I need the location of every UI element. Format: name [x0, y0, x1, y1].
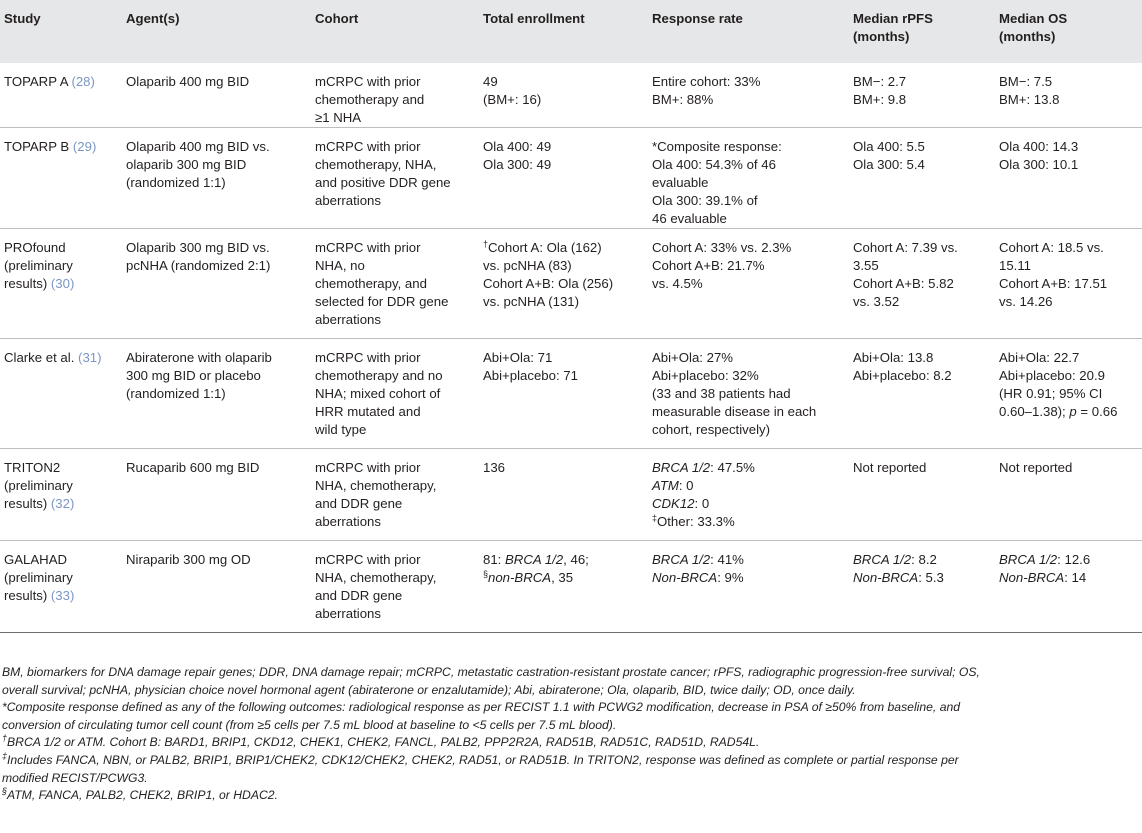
agent-cell: Olaparib 400 mg BID [122, 63, 311, 128]
table-row [0, 541, 1142, 633]
header-enrollment: Total enrollment [479, 0, 648, 63]
agent-cell: Olaparib 400 mg BID vs. olaparib 300 mg BID (randomized 1:1) [122, 128, 311, 229]
cohort-cell: mCRPC with prior NHA, chemotherapy, and DDR gene aberrations [311, 449, 479, 541]
reference-link[interactable]: (32) [50, 496, 75, 511]
header-agents: Agent(s) [122, 0, 311, 63]
footnote-mark: ‡ [652, 513, 658, 523]
reference-link[interactable]: (29) [72, 139, 97, 154]
enrollment-cell: 49 (BM+: 16) [479, 63, 648, 128]
os-cell: BM−: 7.5 BM+: 13.8 [995, 63, 1142, 128]
response-cell: BRCA 1/2: 47.5% ATM: 0 CDK12: 0 ‡Other: 33.3% [648, 449, 849, 541]
table-row [0, 128, 1142, 229]
os-cell: Abi+Ola: 22.7 Abi+placebo: 20.9 (HR 0.91; 95% CI 0.60–1.38); p = 0.66 [995, 339, 1142, 449]
response-cell: BRCA 1/2: 41% Non-BRCA: 9% [648, 541, 849, 633]
header-cohort: Cohort [311, 0, 479, 63]
os-cell: Ola 400: 14.3 Ola 300: 10.1 [995, 128, 1142, 229]
double-dagger-note: ‡Includes FANCA, NBN, or PALB2, BRIP1, BRIP1/CHEK2, CDK12/CHEK2, CHEK2, RAD51, or RAD51B. In TRITON2, response was defined as complete or partial response per modified RECIST/PCWG3. [2, 750, 959, 785]
os-cell: Not reported [995, 449, 1142, 541]
enrollment-cell: Ola 400: 49 Ola 300: 49 [479, 128, 648, 229]
response-cell: Entire cohort: 33% BM+: 88% [648, 63, 849, 128]
os-cell: Cohort A: 18.5 vs. 15.11 Cohort A+B: 17.51 vs. 14.26 [995, 229, 1142, 339]
study-cell: TOPARP B (29) [0, 128, 122, 229]
reference-link[interactable]: (28) [71, 74, 95, 89]
agent-cell: Abiraterone with olaparib 300 mg BID or placebo (randomized 1:1) [122, 339, 311, 449]
rpfs-cell: Ola 400: 5.5 Ola 300: 5.4 [849, 128, 995, 229]
reference-link[interactable]: (30) [50, 276, 75, 291]
footnote-mark: † [483, 239, 489, 249]
cohort-cell: mCRPC with prior NHA, chemotherapy, and DDR gene aberrations [311, 541, 479, 633]
footnote-mark: † [2, 733, 8, 744]
rpfs-cell: BM−: 2.7 BM+: 9.8 [849, 63, 995, 128]
study-cell: Clarke et al. (31) [0, 339, 122, 449]
footnote-mark: § [2, 786, 8, 797]
section-note: §ATM, FANCA, PALB2, CHEK2, BRIP1, or HDAC2. [2, 786, 278, 803]
table-row [0, 229, 1142, 339]
reference-link[interactable]: (31) [78, 350, 102, 365]
cohort-cell: mCRPC with prior chemotherapy and no NHA; mixed cohort of HRR mutated and wild type [311, 339, 479, 449]
cohort-cell: mCRPC with prior NHA, no chemotherapy, and selected for DDR gene aberrations [311, 229, 479, 339]
reference-link[interactable]: (33) [50, 588, 75, 603]
header-response: Response rate [648, 0, 849, 63]
enrollment-cell: 81: BRCA 1/2, 46; §non-BRCA, 35 [479, 541, 648, 633]
study-cell: PROfound (preliminary results) (30) [0, 229, 122, 339]
agent-cell: Rucaparib 600 mg BID [122, 449, 311, 541]
table-footnotes [0, 664, 1142, 805]
rpfs-cell: Cohort A: 7.39 vs. 3.55 Cohort A+B: 5.82 vs. 3.52 [849, 229, 995, 339]
rpfs-cell: Abi+Ola: 13.8 Abi+placebo: 8.2 [849, 339, 995, 449]
study-cell: TRITON2 (preliminary results) (32) [0, 449, 122, 541]
rpfs-cell: BRCA 1/2: 8.2 Non-BRCA: 5.3 [849, 541, 995, 633]
footnote-mark: § [483, 569, 489, 579]
cohort-cell: mCRPC with prior chemotherapy and ≥1 NHA [311, 63, 479, 128]
footnote-mark: ‡ [2, 750, 8, 761]
enrollment-cell: 136 [479, 449, 648, 541]
composite-note: *Composite response defined as any of the following outcomes: radiological response as per RECIST 1.1 with PCWG2 modification, decrease in PSA of ≥50% from baseline, and conversion of circulating tumor cell count (from ≥5 cells per 7.5 mL blood at baseline to <5 cells per 7.5 mL blood). [2, 700, 961, 732]
table-row [0, 63, 1142, 128]
enrollment-cell: †Cohort A: Ola (162) vs. pcNHA (83) Cohort A+B: Ola (256) vs. pcNHA (131) [479, 229, 648, 339]
header-study: Study [0, 0, 122, 63]
response-cell: Cohort A: 33% vs. 2.3% Cohort A+B: 21.7% vs. 4.5% [648, 229, 849, 339]
table-row [0, 449, 1142, 541]
table-header-row [0, 0, 1142, 63]
header-os: Median OS (months) [995, 0, 1142, 63]
cohort-cell: mCRPC with prior chemotherapy, NHA, and positive DDR gene aberrations [311, 128, 479, 229]
response-cell: Abi+Ola: 27% Abi+placebo: 32% (33 and 38 patients had measurable disease in each cohort, respectively) [648, 339, 849, 449]
table-row [0, 339, 1142, 449]
os-cell: BRCA 1/2: 12.6 Non-BRCA: 14 [995, 541, 1142, 633]
agent-cell: Niraparib 300 mg OD [122, 541, 311, 633]
dagger-note: †BRCA 1/2 or ATM. Cohort B: BARD1, BRIP1, CKD12, CHEK1, CHEK2, FANCL, PALB2, PPP2R2A, RAD51B, RAD51C, RAD51D, RAD54L. [2, 733, 760, 750]
rpfs-cell: Not reported [849, 449, 995, 541]
header-rpfs: Median rPFS (months) [849, 0, 995, 63]
agent-cell: Olaparib 300 mg BID vs. pcNHA (randomized 2:1) [122, 229, 311, 339]
response-cell: *Composite response: Ola 400: 54.3% of 46 evaluable Ola 300: 39.1% of 46 evaluable [648, 128, 849, 229]
abbreviations-note: BM, biomarkers for DNA damage repair genes; DDR, DNA damage repair; mCRPC, metastatic castration-resistant prostate cancer; rPFS, radiographic progression-free survival; OS, overall survival; pcNHA, physician choice novel hormonal agent (abiraterone or enzalutamide); Abi, abiraterone; Ola, olaparib, BID, twice daily; OD, once daily. [2, 665, 980, 697]
study-cell: TOPARP A (28) [0, 63, 122, 128]
study-cell: GALAHAD (preliminary results) (33) [0, 541, 122, 633]
enrollment-cell: Abi+Ola: 71 Abi+placebo: 71 [479, 339, 648, 449]
